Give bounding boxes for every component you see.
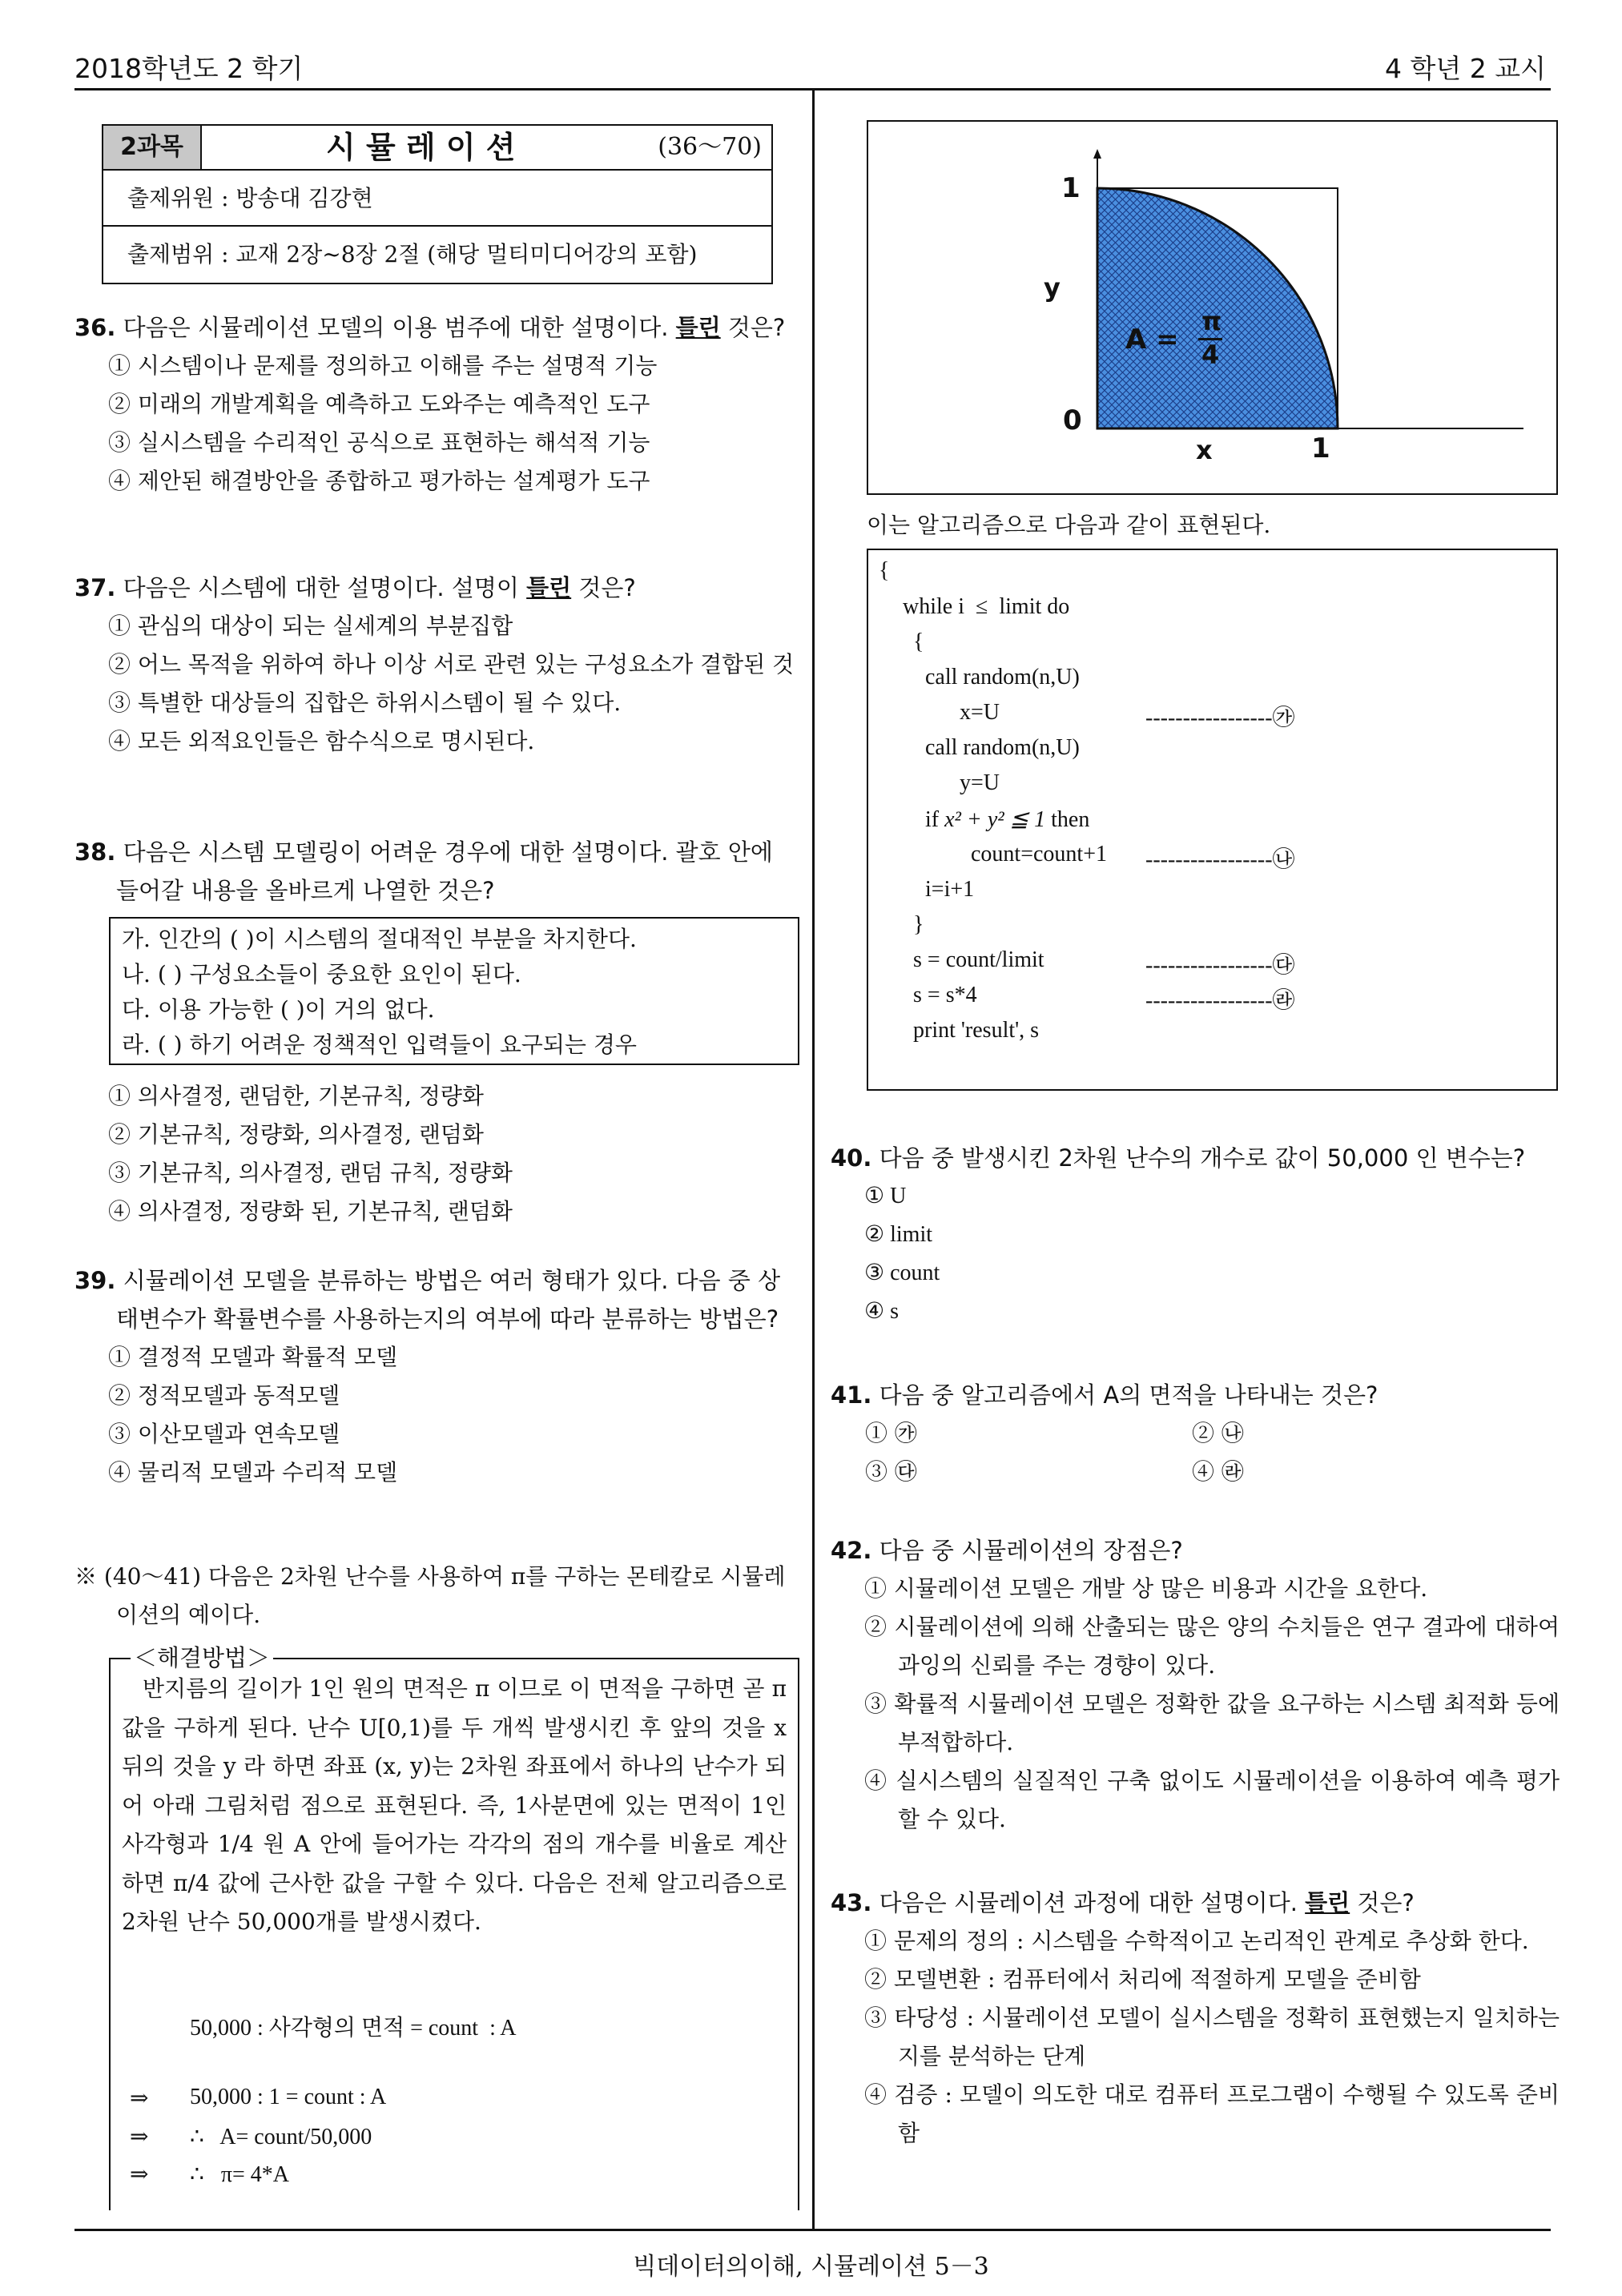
subject-title: 시 뮬 레 이 션 bbox=[326, 130, 516, 165]
code-line: i=i+1 bbox=[925, 877, 975, 902]
code-line: if x² + y² ≦ 1 then bbox=[925, 807, 1090, 832]
option[interactable]: ② 기본규칙, 정량화, 의사결정, 랜덤화 bbox=[108, 1121, 484, 1148]
question-38-title: 38. 다음은 시스템 모델링이 어려운 경우에 대한 설명이다. 괄호 안에 들어갈 내용을 올바르게 나열한 것은? bbox=[74, 838, 773, 904]
question-39 bbox=[74, 1261, 799, 1492]
option[interactable]: ② 미래의 개발계획을 예측하고 도와주는 예측적인 도구 bbox=[108, 391, 650, 417]
question-42 bbox=[831, 1531, 1560, 1839]
figure-label-0: 0 bbox=[1063, 404, 1082, 436]
question-41-title: 41. 다음 중 알고리즘에서 A의 면적을 나타내는 것은? bbox=[831, 1381, 1378, 1409]
option[interactable]: ③ 타당성 : 시뮬레이션 모델이 실시스템을 정확히 표현했는지 일치하는지를 분석하는 단계 bbox=[864, 2004, 1560, 2069]
option[interactable]: ③ ㉰ bbox=[865, 1458, 917, 1485]
question-43 bbox=[831, 1884, 1560, 2153]
figure-label-y: y bbox=[1044, 272, 1061, 303]
question-39-text: 시뮬레이션 모델을 분류하는 방법은 여러 형태가 있다. 다음 중 상태변수가 확률변수를 사용하는지의 여부에 따라 분류하는 방법은? bbox=[116, 1267, 781, 1333]
question-40-text: 다음 중 발생시킨 2차원 난수의 개수로 값이 50,000 인 변수는? bbox=[879, 1144, 1526, 1172]
option[interactable]: ④ 검증 : 모델이 의도한 대로 컴퓨터 프로그램이 수행될 수 있도록 준비함 bbox=[864, 2081, 1560, 2146]
question-37 bbox=[74, 569, 795, 761]
box-line: 다. 이용 가능한 ( )이 거의 없다. bbox=[122, 996, 435, 1023]
code-line: { bbox=[879, 558, 890, 583]
footer-text: 빅데이터의이해, 시뮬레이션 5－3 bbox=[633, 2253, 989, 2281]
box-line: 가. 인간의 ( )이 시스템의 절대적인 부분을 차지한다. bbox=[122, 926, 637, 952]
option[interactable]: ③ 확률적 시뮬레이션 모델은 정확한 값을 요구하는 시스템 최적화 등에 부적합하다. bbox=[864, 1691, 1560, 1755]
option[interactable]: ① 시뮬레이션 모델은 개발 상 많은 비용과 시간을 요한다. bbox=[864, 1575, 1428, 1602]
subject-label: 2과목 bbox=[120, 133, 183, 161]
code-line: call random(n,U) bbox=[925, 665, 1080, 690]
figure-label-pi: π bbox=[1201, 306, 1222, 336]
equation-arrow: ⇒ bbox=[130, 2125, 149, 2149]
option[interactable]: ② 모델변환 : 컴퓨터에서 처리에 적절하게 모델을 준비함 bbox=[864, 1966, 1421, 1992]
method-paragraph: 반지름의 길이가 1인 원의 면적은 π 이므로 이 면적을 구하면 곧 π 값을 구하게 된다. 난수 U[0,1)를 두 개씩 발생시킨 후 앞의 것을 x 뒤의 것을 y 라 하면 좌표 (x, y)는 2차원 좌표에서 하나의 난수가 되어 아래 그림처럼 점으로 표현된다. 즉, 1사분면에 있는 면적이 1인 사각형과 1/4 원 A 안에 들어가는 각각의 점의 개수를 비율로 계산하면 π/4 값에 근사한 값을 구할 수 있다. 다음은 전체 알고리즘으로 2차원 난수 50,000개를 발생시켰다. bbox=[122, 1675, 787, 1935]
equation-4: ∴ π= 4*A bbox=[190, 2162, 289, 2187]
subject-title-cell bbox=[202, 126, 771, 171]
footer-rule bbox=[74, 2229, 1551, 2231]
question-40 bbox=[831, 1139, 1560, 1331]
box-line: 나. ( ) 구성요소들이 중요한 요인이 된다. bbox=[122, 961, 521, 987]
option[interactable]: ③ 이산모델과 연속모델 bbox=[108, 1421, 340, 1447]
option[interactable]: ④ 실시스템의 실질적인 구축 없이도 시뮬레이션을 이용하여 예측 평가할 수 있다. bbox=[864, 1767, 1560, 1832]
question-41-text: 다음 중 알고리즘에서 A의 면적을 나타내는 것은? bbox=[879, 1381, 1378, 1409]
column-divider bbox=[812, 88, 815, 2230]
option[interactable]: ② limit bbox=[864, 1222, 932, 1247]
option[interactable]: ① 문제의 정의 : 시스템을 수학적이고 논리적인 관계로 추상화 한다. bbox=[864, 1928, 1529, 1954]
question-39-title: 39. 시뮬레이션 모델을 분류하는 방법은 여러 형태가 있다. 다음 중 상태변수가 확률변수를 사용하는지의 여부에 따라 분류하는 방법은? bbox=[74, 1267, 781, 1333]
figure-label-4: 4 bbox=[1201, 340, 1220, 370]
option[interactable]: ① 시스템이나 문제를 정의하고 이해를 주는 설명적 기능 bbox=[108, 352, 658, 379]
subject-label-cell bbox=[103, 126, 202, 171]
option[interactable]: ④ 제안된 해결방안을 종합하고 평가하는 설계평가 도구 bbox=[108, 468, 650, 494]
question-38-text: 다음은 시스템 모델링이 어려운 경우에 대한 설명이다. 괄호 안에 들어갈 내용을 올바르게 나열한 것은? bbox=[116, 838, 773, 904]
question-43-text: 다음은 시뮬레이션 과정에 대한 설명이다. bbox=[879, 1889, 1298, 1916]
code-line: print 'result', s bbox=[913, 1018, 1040, 1043]
subject-author: 출제위원 : 방송대 김강현 bbox=[103, 171, 771, 227]
code-line: { bbox=[913, 629, 924, 654]
equation-arrow: ⇒ bbox=[130, 2162, 149, 2187]
figure-label-x: x bbox=[1196, 435, 1213, 465]
header-left: 2018학년도 2 학기 bbox=[74, 53, 304, 84]
question-38-options bbox=[108, 1077, 797, 1231]
question-40-title: 40. 다음 중 발생시킨 2차원 난수의 개수로 값이 50,000 인 변수는? bbox=[831, 1144, 1526, 1172]
code-marker-c: -----------------㉰ bbox=[1145, 953, 1295, 978]
note-text: ※ (40～41) 다음은 2차원 난수를 사용하여 π를 구하는 몬테칼로 시뮬레이션의 예이다. bbox=[74, 1563, 786, 1628]
question-36-text: 다음은 시뮬레이션 모델의 이용 범주에 대한 설명이다. bbox=[123, 314, 669, 341]
option[interactable]: ③ count bbox=[864, 1261, 940, 1285]
option[interactable]: ③ 특별한 대상들의 집합은 하위시스템이 될 수 있다. bbox=[108, 690, 622, 716]
code-marker-d: -----------------㉱ bbox=[1145, 988, 1295, 1013]
code-line: } bbox=[913, 912, 924, 937]
method-title: ＜해결방법＞ bbox=[131, 1642, 273, 1674]
option[interactable]: ④ 물리적 모델과 수리적 모델 bbox=[108, 1459, 398, 1486]
option[interactable]: ② 정적모델과 동적모델 bbox=[108, 1382, 340, 1409]
question-37-title: 37. 다음은 시스템에 대한 설명이다. 설명이 틀린 것은? bbox=[74, 574, 636, 601]
code-line: y=U bbox=[960, 770, 1000, 795]
question-37-text: 다음은 시스템에 대한 설명이다. 설명이 bbox=[123, 574, 519, 601]
question-43-title: 43. 다음은 시뮬레이션 과정에 대한 설명이다. 틀린 것은? bbox=[831, 1889, 1415, 1916]
option[interactable]: ② 시뮬레이션에 의해 산출되는 많은 양의 수치들은 연구 결과에 대하여 과잉의 신뢰를 주는 경향이 있다. bbox=[864, 1614, 1560, 1679]
code-line: s = count/limit bbox=[913, 947, 1044, 972]
y-axis-arrow bbox=[1093, 149, 1101, 159]
equation-2: 50,000 : 1 = count : A bbox=[190, 2085, 387, 2109]
code-marker-b: -----------------㉯ bbox=[1145, 847, 1295, 872]
question-37-emphasis: 틀린 bbox=[526, 574, 572, 601]
question-42-text: 다음 중 시뮬레이션의 장점은? bbox=[879, 1537, 1183, 1564]
option[interactable]: ② ㉯ bbox=[1192, 1420, 1244, 1446]
option[interactable]: ④ s bbox=[864, 1299, 899, 1324]
question-38-box bbox=[109, 917, 799, 1065]
question-36 bbox=[74, 308, 795, 501]
subject-range: (36～70) bbox=[658, 133, 762, 161]
box-line: 라. ( ) 하기 어려운 정책적인 입력들이 요구되는 경우 bbox=[122, 1031, 637, 1058]
equation-arrow: ⇒ bbox=[130, 2086, 149, 2111]
option[interactable]: ④ 모든 외적요인들은 함수식으로 명시된다. bbox=[108, 728, 535, 754]
figure-label-1-top: 1 bbox=[1061, 172, 1081, 204]
option[interactable]: ① ㉮ bbox=[865, 1420, 917, 1446]
subject-scope: 출제범위 : 교재 2장~8장 2절 (해당 멀티미디어강의 포함) bbox=[127, 241, 698, 267]
question-43-emphasis: 틀린 bbox=[1305, 1889, 1350, 1916]
code-line: while i ≤ limit do bbox=[903, 594, 1070, 619]
question-36-emphasis: 틀린 bbox=[675, 314, 721, 341]
option[interactable]: ① 결정적 모델과 확률적 모델 bbox=[108, 1344, 398, 1370]
header-right: 4 학년 2 교시 bbox=[1385, 53, 1546, 84]
note-40-41 bbox=[74, 1558, 799, 1635]
option[interactable]: ③ 기본규칙, 의사결정, 랜덤 규칙, 정량화 bbox=[108, 1160, 513, 1186]
subject-box bbox=[102, 124, 773, 284]
option[interactable]: ② 어느 목적을 위하여 하나 이상 서로 관련 있는 구성요소가 결합된 것 bbox=[108, 651, 795, 678]
question-42-title: 42. 다음 중 시뮬레이션의 장점은? bbox=[831, 1537, 1183, 1564]
figure-label-1-right: 1 bbox=[1311, 432, 1330, 464]
code-marker-a: -----------------㉮ bbox=[1145, 706, 1295, 730]
option[interactable]: ④ 의사결정, 정량화 된, 기본규칙, 랜덤화 bbox=[108, 1198, 513, 1224]
option[interactable]: ④ ㉱ bbox=[1192, 1458, 1244, 1485]
inequality: x² + y² ≦ 1 bbox=[944, 807, 1046, 832]
code-line: count=count+1 bbox=[971, 842, 1107, 867]
option[interactable]: ① 의사결정, 랜덤한, 기본규칙, 정량화 bbox=[108, 1083, 484, 1109]
question-41 bbox=[831, 1376, 1560, 1414]
algorithm-intro: 이는 알고리즘으로 다음과 같이 표현된다. bbox=[867, 512, 1271, 538]
code-line: x=U bbox=[960, 700, 1000, 725]
figure-label-A: A = bbox=[1125, 324, 1179, 356]
option[interactable]: ① U bbox=[864, 1184, 907, 1208]
option[interactable]: ① 관심의 대상이 되는 실세계의 부분집합 bbox=[108, 613, 513, 639]
equation-1: 50,000 : 사각형의 면적 = count : A bbox=[190, 2016, 517, 2041]
option[interactable]: ③ 실시스템을 수리적인 공식으로 표현하는 해석적 기능 bbox=[108, 429, 650, 456]
question-36-title: 36. 다음은 시뮬레이션 모델의 이용 범주에 대한 설명이다. 틀린 것은? bbox=[74, 314, 786, 341]
equation-3: ∴ A= count/50,000 bbox=[190, 2125, 372, 2149]
question-38 bbox=[74, 833, 799, 910]
code-line: call random(n,U) bbox=[925, 735, 1080, 760]
code-line: s = s*4 bbox=[913, 983, 977, 1007]
